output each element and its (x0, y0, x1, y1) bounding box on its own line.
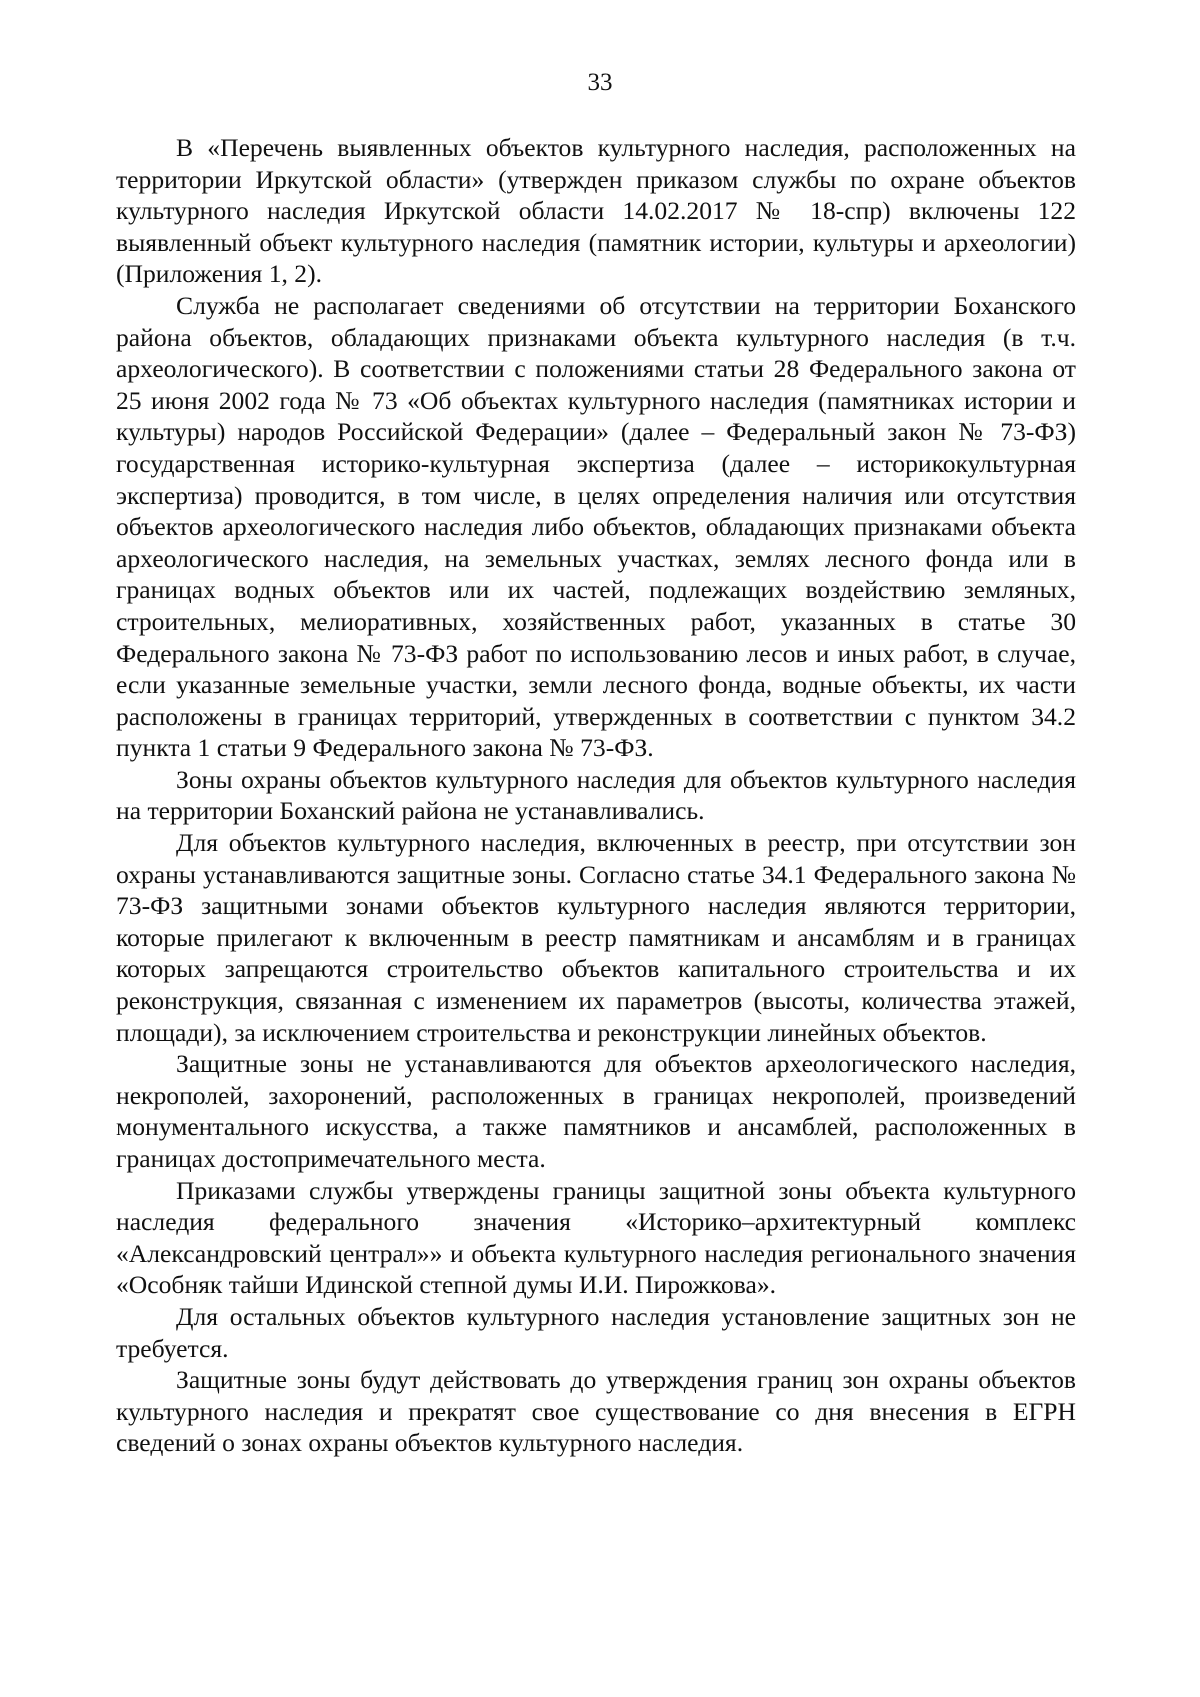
paragraph-protective-zones-exceptions: Защитные зоны не устанавливаются для объектов археологического наследия, некрополей, захоронений, расположенных в границах некрополей, произведений монументального искусства, а также памятников и ансамблей, расположенных в границах достопримечательного места. (116, 1049, 1076, 1173)
paragraph-other-objects: Для остальных объектов культурного наследия установление защитных зон не требуется. (116, 1301, 1076, 1363)
paragraph-historical-cultural-expertise: Служба не располагает сведениями об отсутствии на территории Боханского района объектов, обладающих признаками объекта культурного наследия (в т.ч. археологического). В соответствии с положениями статьи 28 Федерального закона от 25 июня 2002 года № 73 «Об объектах культурного наследия (памятниках истории и культуры) народов Российской Федерации» (далее – Федеральный закон № 73-ФЗ) государственная историко-культурная экспертиза (далее – историкокультурная экспертиза) проводится, в том числе, в целях определения наличия или отсутствия объектов археологического наследия либо объектов, обладающих признаками объекта археологического наследия, на земельных участках, землях лесного фонда или в границах водных объектов или их частей, подлежащих воздействию земляных, строительных, мелиоративных, хозяйственных работ, указанных в статье 30 Федерального закона № 73-ФЗ работ по использованию лесов и иных работ, в случае, если указанные земельные участки, земли лесного фонда, водные объекты, их части расположены в границах территорий, утвержденных в соответствии с пунктом 34.2 пункта 1 статьи 9 Федерального закона № 73-ФЗ. (116, 290, 1076, 763)
paragraph-approved-zone-boundaries: Приказами службы утверждены границы защитной зоны объекта культурного наследия федерального значения «Историко–архитектурный комплекс «Александровский централ»» и объекта культурного наследия регионального значения «Особняк тайши Идинской степной думы И.И. Пирожкова». (116, 1175, 1076, 1300)
paragraph-zones-validity: Защитные зоны будут действовать до утверждения границ зон охраны объектов культурного наследия и прекратят свое существование со дня внесения в ЕГРН сведений о зонах охраны объектов культурного наследия. (116, 1365, 1076, 1458)
paragraph-list-of-identified-objects: В «Перечень выявленных объектов культурного наследия, расположенных на территории Иркутской области» (утвержден приказом службы по охране объектов культурного наследия Иркутской области 14.02.2017 № 18-спр) включены 122 выявленный объект культурного наследия (памятник истории, культуры и археологии) (Приложения 1, 2). (116, 133, 1076, 289)
paragraph-protective-zones-definition: Для объектов культурного наследия, включенных в реестр, при отсутствии зон охраны устанавливаются защитные зоны. Согласно статье 34.1 Федерального закона № 73-ФЗ защитными зонами объектов культурного наследия являются территории, которые прилегают к включенным в реестр памятникам и ансамблям и в границах которых запрещаются строительство объектов капитального строительства и их реконструкция, связанная с изменением их параметров (высоты, количества этажей, площади), за исключением строительства и реконструкции линейных объектов. (116, 828, 1076, 1047)
page-number: 33 (587, 69, 613, 96)
paragraph-protection-zones-not-established: Зоны охраны объектов культурного наследия для объектов культурного наследия на территории Боханский района не устанавливались. (116, 764, 1076, 826)
document-body (116, 132, 1076, 1459)
